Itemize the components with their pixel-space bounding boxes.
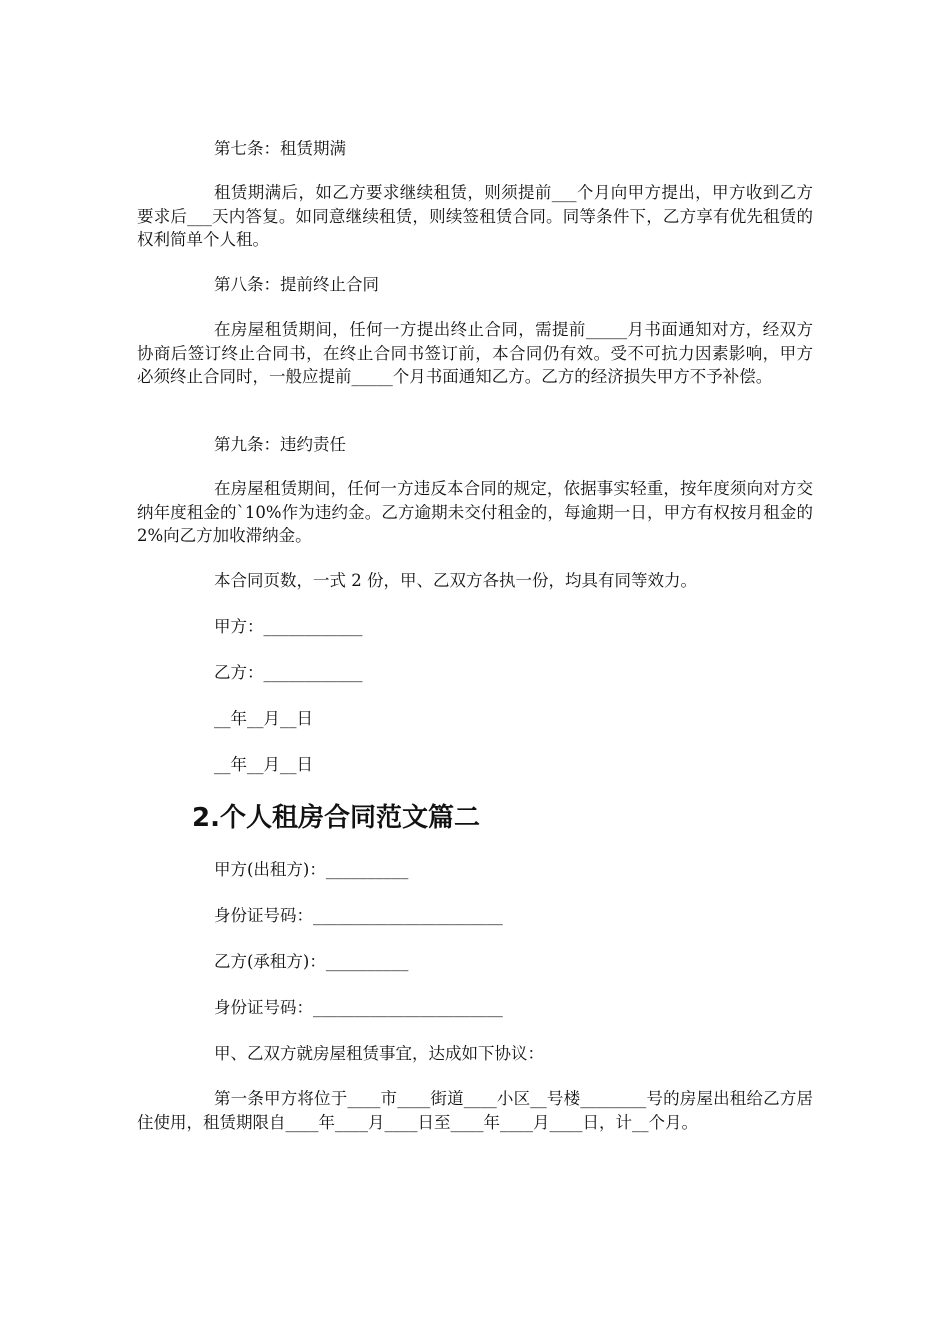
article-9-title: 第九条：违约责任 (214, 435, 346, 454)
party-a-signature: 甲方：____________ (214, 617, 363, 636)
lessor-field: 甲方(出租方)：__________ (214, 860, 409, 879)
section-heading: 2.个人租房合同范文篇二 (192, 803, 480, 833)
article-1-body: 第一条甲方将位于____市____街道____小区__号楼________号的房屋出租给乙方居住使用，租赁期限自____年____月____日至____年____月____日，计__个月。 (137, 1089, 813, 1132)
lessee-field: 乙方(承租方)：__________ (214, 952, 409, 971)
lessor-id-field: 身份证号码：_______________________ (214, 906, 503, 925)
agreement-intro: 甲、乙双方就房屋租赁事宜，达成如下协议： (214, 1044, 544, 1063)
signature-date-1: __年__月__日 (214, 709, 313, 728)
article-7-title: 第七条：租赁期满 (214, 139, 346, 158)
lessee-id-field: 身份证号码：_______________________ (214, 998, 503, 1017)
article-7-body: 租赁期满后，如乙方要求继续租赁，则须提前___个月向甲方提出，甲方收到乙方要求后___天内答复。如同意继续租赁，则续签租赁合同。同等条件下，乙方享有优先租赁的权利简单个人租。 (137, 183, 813, 249)
article-9-body: 在房屋租赁期间，任何一方违反本合同的规定，依据事实轻重，按年度须向对方交纳年度租金的`10%作为违约金。乙方逾期未交付租金的，每逾期一日，甲方有权按月租金的 2%向乙方加收滞纳金。 (137, 479, 819, 545)
party-b-signature: 乙方：____________ (214, 663, 363, 682)
signature-date-2: __年__月__日 (214, 755, 313, 774)
article-8-body: 在房屋租赁期间，任何一方提出终止合同，需提前_____月书面通知对方，经双方协商后签订终止合同书，在终止合同书签订前，本合同仍有效。受不可抗力因素影响，甲方必须终止合同时，一般应提前_____个月书面通知乙方。乙方的经济损失甲方不予补偿。 (137, 320, 813, 386)
copies-clause: 本合同页数，一式 2 份，甲、乙双方各执一份，均具有同等效力。 (214, 571, 697, 590)
article-8-title: 第八条：提前终止合同 (214, 275, 379, 294)
